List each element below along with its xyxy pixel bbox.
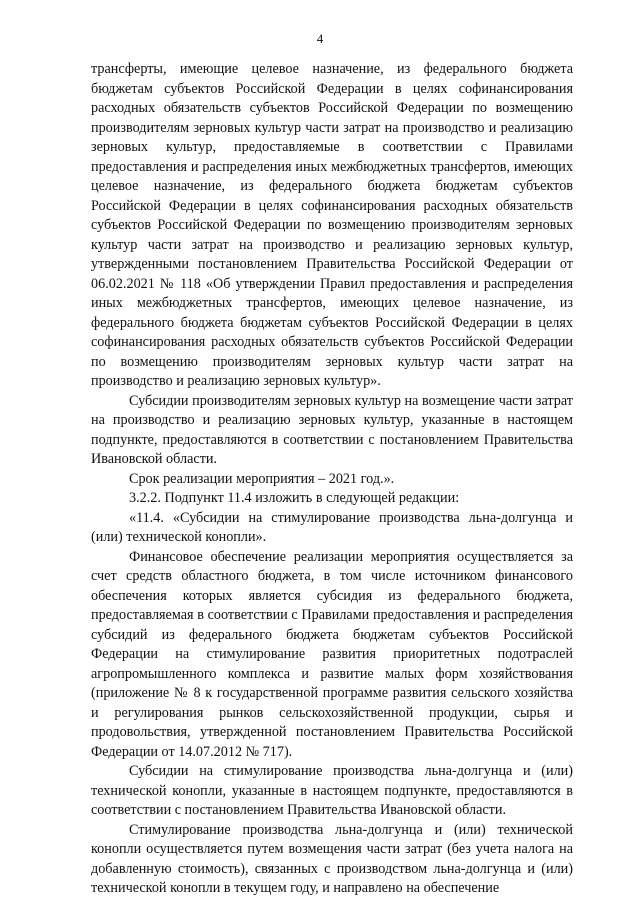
paragraph-7: Субсидии на стимулирование производства льна-долгунца и (или) технической конопли, указанные в настоящем подпункте, предоставляются в соответствии с постановлением Правительства Ивановской области. bbox=[91, 763, 573, 818]
paragraph-3: Срок реализации мероприятия – 2021 год.». bbox=[129, 470, 395, 487]
page-number: 4 bbox=[316, 31, 324, 46]
paragraph-2: Субсидии производителям зерновых культур на возмещение части затрат на производство и реализацию зерновых культур, указанные в настоящем подпункте, предоставляются в соответствии с постановлением Правительства Ивановской области. bbox=[91, 392, 573, 467]
paragraph-8: Стимулирование производства льна-долгунца и (или) технической конопли осуществляется путем возмещения части затрат (без учета налога на добавленную стоимость), связанных с производством льна-долгунца и (или) технической конопли в текущем году, и направлено на обеспечение bbox=[91, 821, 573, 896]
paragraph-4: 3.2.2. Подпункт 11.4 изложить в следующей редакции: bbox=[129, 490, 460, 506]
paragraph-6: Финансовое обеспечение реализации мероприятия осуществляется за счет средств областного бюджета, в том числе источником финансового обеспечения которых является субсидия из федерального бюджета, предоставляемая в соответствии с Правилами предоставления и распределения субсидий из федерального бюджета бюджетам субъектов Российской Федерации на стимулирование развития приоритетных подотраслей агропромышленного комплекса и развитие малых форм хозяйствования (приложение № 8 к государственной программе развития сельского хозяйства и регулирования рынков сельскохозяйственной продукции, сырья и продовольствия, утвержденной постановлением Правительства Российской Федерации от 14.07.2012 № 717). bbox=[91, 548, 573, 760]
document-body bbox=[91, 60, 573, 899]
paragraph-1: трансферты, имеющие целевое назначение, из федерального бюджета бюджетам субъектов Российской Федерации в целях софинансирования расходных обязательств субъектов Российской Федерации по возмещению производителям зерновых культур части затрат на производство и реализацию зерновых культур, предоставляемые в соответствии с Правилами предоставления и распределения иных межбюджетных трансфертов, имеющих целевое назначение, из федерального бюджета бюджетам субъектов Российской Федерации в целях софинансирования расходных обязательств субъектов Российской Федерации по возмещению производителям зерновых культур части затрат на производство и реализацию зерновых культур, утвержденными постановлением Правительства Российской Федерации от 06.02.2021 № 118 «Об утверждении Правил предоставления и распределения иных межбюджетных трансфертов, имеющих целевое назначение, из федерального бюджета бюджетам субъектов Российской Федерации в целях софинансирования расходных обязательств субъектов Российской Федерации по возмещению производителям зерновых культур части затрат на производство и реализацию зерновых культур». bbox=[91, 61, 573, 389]
paragraph-5: «11.4. «Субсидии на стимулирование производства льна-долгунца и (или) технической конопли». bbox=[91, 509, 573, 545]
